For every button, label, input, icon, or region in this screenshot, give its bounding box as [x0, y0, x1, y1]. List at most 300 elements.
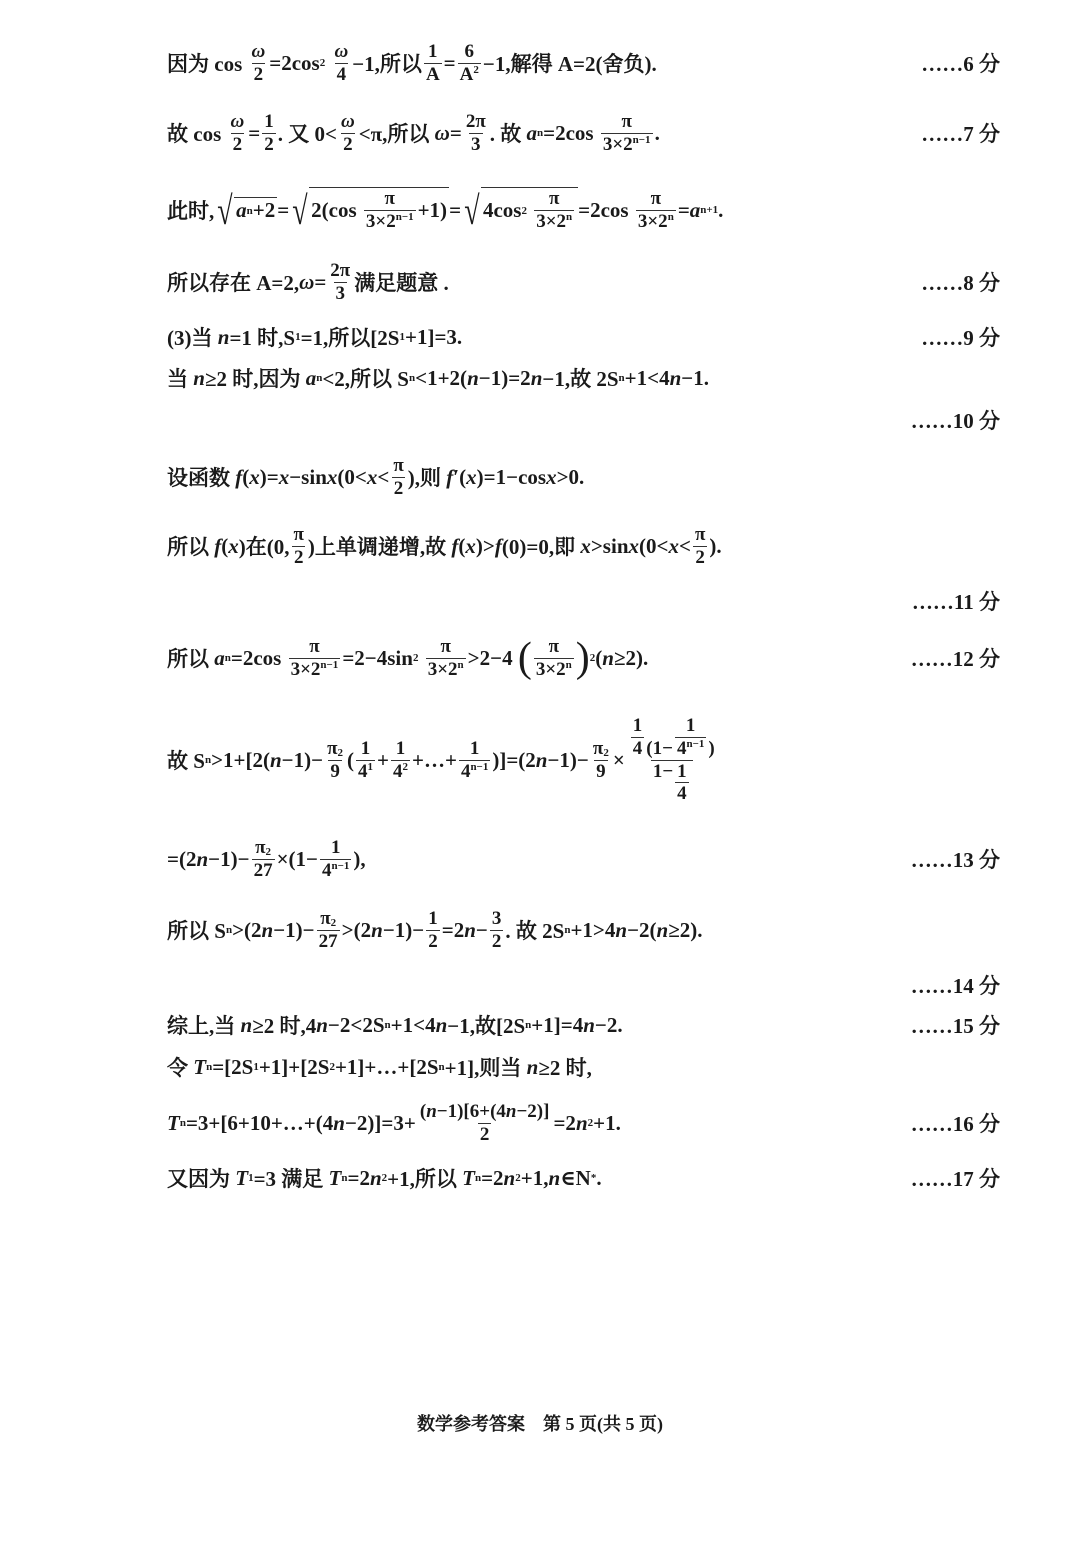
math-text: )在(0, [238, 535, 290, 559]
superscript [458, 659, 464, 672]
denominator [601, 133, 653, 156]
math-text: ( [347, 747, 355, 772]
math-text: (3)当 [167, 326, 218, 350]
math-text: 2 [428, 930, 438, 952]
math-text: 6 [464, 40, 474, 62]
numerator [307, 636, 321, 658]
superscript [396, 211, 414, 224]
fraction [320, 837, 351, 882]
score-mark: ……7 分 [921, 122, 1000, 146]
math-variable: x [580, 533, 591, 558]
math-text: 2 [491, 930, 502, 952]
math-variable: x [546, 464, 557, 489]
math-text: 9 [330, 760, 340, 782]
math-variable: n [217, 324, 230, 349]
denominator [231, 133, 245, 156]
superscript [368, 761, 374, 774]
math-expression [167, 111, 660, 156]
math-text: = [677, 197, 690, 222]
numerator [426, 41, 440, 63]
math-text: × [612, 747, 625, 772]
math-text: A [425, 63, 440, 85]
radicand [481, 187, 578, 233]
math-text: = [449, 197, 462, 222]
math-text: −1,故 2S [542, 367, 619, 391]
denominator [356, 760, 375, 783]
fraction [426, 636, 466, 681]
math-text: 2 [412, 652, 419, 664]
math-text: 2 [293, 546, 304, 568]
math-text: 27 [318, 930, 338, 952]
math-text: (0< [639, 533, 669, 558]
math-variable: n [193, 365, 205, 390]
denominator [651, 760, 693, 806]
fraction [534, 188, 574, 233]
math-text: 2 [695, 546, 705, 568]
math-text: π [592, 737, 604, 759]
math-text: +1. [593, 1110, 621, 1135]
math-text: 1 [428, 907, 438, 929]
numerator [250, 41, 268, 63]
math-variable: n [371, 917, 383, 942]
math-variable: n [602, 645, 614, 670]
denominator [317, 930, 340, 953]
math-variable: T [193, 1054, 207, 1079]
math-text: . [654, 120, 660, 145]
denominator [675, 782, 689, 805]
math-variable: n [615, 917, 628, 942]
math-variable: n [548, 1165, 561, 1190]
math-variable: n [426, 1100, 437, 1122]
math-text: −1)− [281, 747, 324, 772]
math-variable: x [366, 464, 378, 489]
math-text: ∈N [560, 1166, 591, 1190]
math-variable: ω [340, 110, 355, 132]
fraction [332, 41, 350, 86]
math-text: = [248, 120, 261, 145]
numerator [438, 636, 452, 658]
superscript [686, 738, 704, 751]
numerator [426, 908, 440, 930]
fraction [364, 188, 416, 233]
math-text: 4 [677, 783, 687, 805]
math-text: π [293, 523, 304, 545]
numerator [684, 715, 698, 737]
fraction [464, 111, 488, 156]
math-text: 综上,当 [167, 1014, 241, 1038]
math-text: 4 [358, 760, 368, 782]
superscript [266, 846, 272, 859]
denominator [458, 63, 481, 86]
denominator [534, 658, 574, 681]
math-text: 所以存在 A=2, [167, 271, 300, 295]
math-text: 1 [632, 714, 643, 736]
math-text: =2cos [578, 197, 634, 222]
math-text: 1 [330, 836, 341, 858]
fraction [356, 738, 375, 783]
math-text: n [225, 924, 233, 936]
math-variable: f [451, 533, 459, 558]
math-text: . 又 0< [277, 122, 337, 146]
math-variable: ω [434, 120, 450, 145]
math-variable: x [668, 533, 679, 558]
denominator [675, 737, 706, 760]
math-text: <2,所以 S [322, 367, 409, 391]
math-variable: n [526, 1054, 539, 1079]
math-text: =2 [441, 917, 465, 942]
math-text: = [443, 50, 456, 75]
math-text: A [459, 63, 474, 85]
math-text: ( [595, 645, 603, 670]
math-text: 1 [677, 760, 687, 782]
math-text: n [457, 658, 464, 671]
radical-sign-icon: √ [292, 187, 308, 233]
math-text: n [206, 1061, 213, 1073]
denominator [459, 760, 490, 783]
fraction [229, 111, 247, 156]
math-text: =1,所以[2S [300, 326, 400, 350]
math-variable: n [240, 1012, 253, 1037]
math-text: (1− [646, 737, 673, 759]
square-root [289, 187, 449, 234]
math-text: =2−4sin [342, 645, 413, 670]
fraction [631, 715, 645, 760]
math-text: 1 [685, 714, 696, 736]
math-text: n [341, 1172, 348, 1184]
math-text: 3×2 [637, 210, 668, 232]
denominator [424, 63, 442, 86]
page-footer: 数学参考答案 第 5 页(共 5 页) [417, 1414, 663, 1434]
fraction [292, 524, 306, 569]
math-text: 1 [248, 1172, 254, 1184]
math-variable: n [583, 1012, 595, 1037]
math-text: n−1 [686, 737, 705, 750]
math-expression [167, 455, 584, 500]
math-text: ( [458, 533, 466, 558]
math-text: 1 [399, 331, 405, 343]
math-variable: ω [230, 110, 245, 132]
math-text: +1]+[2S [258, 1054, 330, 1079]
math-text: 1 [253, 1061, 259, 1073]
math-text: ( [221, 533, 229, 558]
math-text: )= [259, 464, 279, 489]
score-mark: ……17 分 [910, 1167, 1000, 1191]
math-variable: x [628, 533, 639, 558]
math-text: . [718, 197, 724, 222]
numerator [262, 111, 276, 133]
math-text: −1)=2 [478, 365, 531, 390]
math-text: π [621, 110, 632, 132]
math-text: π [440, 635, 451, 657]
math-variable: f [494, 533, 502, 558]
math-text: 4cos [482, 198, 522, 222]
math-text: =1 时,S [229, 326, 296, 350]
math-text: 所以 S [167, 919, 226, 943]
math-text: = [277, 197, 290, 222]
math-text: =[2S [212, 1054, 254, 1079]
math-text: 2 [253, 63, 264, 85]
math-text: ≥2 时, [538, 1056, 592, 1080]
math-text [325, 51, 330, 76]
math-variable: n [269, 747, 282, 772]
fraction [675, 761, 689, 806]
math-text: =2 [347, 1165, 370, 1190]
math-text: −2)]=3+ [344, 1110, 416, 1135]
math-text: 故 S [167, 749, 205, 773]
fraction [252, 837, 275, 882]
math-text: 4 [336, 63, 347, 85]
solution-line [167, 608, 648, 708]
math-text: =3+[6+10+…+(4 [185, 1110, 334, 1135]
math-text: 9 [596, 760, 606, 782]
numerator [627, 715, 717, 760]
math-text: π [327, 737, 338, 759]
math-text: ), [353, 846, 366, 871]
numerator [328, 260, 352, 282]
math-text: >1+[2( [211, 747, 270, 772]
math-expression [167, 634, 648, 682]
math-text: . 故 [489, 122, 527, 146]
math-text: 4 [676, 737, 687, 759]
math-text [527, 198, 532, 223]
numerator [229, 111, 247, 133]
numerator [332, 41, 350, 63]
fraction [693, 524, 707, 569]
math-text: =3 满足 [253, 1167, 329, 1191]
math-text: n [316, 372, 323, 384]
math-text: 2(cos [311, 198, 362, 222]
denominator [292, 546, 306, 569]
score-mark: ……10 分 [910, 409, 1000, 433]
denominator [426, 930, 440, 953]
numerator [253, 837, 273, 859]
math-text: >(2 [232, 917, 262, 942]
math-text: )> [475, 533, 495, 558]
math-text: π [650, 187, 662, 209]
math-text: 1 [295, 331, 301, 343]
math-variable: n [435, 1012, 448, 1037]
denominator [335, 63, 349, 86]
math-variable: n [261, 917, 274, 942]
math-text: < [678, 533, 691, 558]
math-text: 2 [329, 1061, 335, 1073]
large-parenthesis: ( [517, 635, 532, 681]
math-text: −2( [627, 917, 657, 942]
numerator [292, 524, 306, 546]
math-text: n [438, 1061, 445, 1073]
math-text: −2)] [516, 1100, 550, 1122]
fraction [339, 111, 357, 156]
math-text: 故 cos [167, 122, 227, 146]
math-text: n [566, 211, 573, 223]
math-text: −1)[6+(4 [436, 1100, 506, 1122]
math-text: −2. [594, 1012, 623, 1037]
math-variable: a [689, 197, 701, 222]
math-variable: x [465, 533, 476, 558]
math-text: −1,所以 [352, 52, 422, 76]
math-text: 设函数 [167, 466, 236, 490]
numerator [468, 738, 482, 760]
math-text: ≥2). [668, 917, 703, 942]
numerator [325, 738, 345, 760]
math-text: −sin [289, 464, 327, 489]
score-mark: ……12 分 [910, 647, 1000, 671]
math-text: − [475, 917, 488, 942]
math-text: n [565, 658, 572, 671]
math-text: 所以 [167, 647, 215, 671]
math-variable: ω [251, 40, 266, 62]
math-text: 4 [632, 737, 643, 759]
math-variable: x [326, 464, 338, 489]
math-variable: n [656, 917, 669, 942]
fraction [317, 908, 340, 953]
radicand [234, 197, 277, 223]
math-variable: x [466, 464, 477, 489]
numerator [649, 188, 663, 210]
math-text: (0)=0,即 [501, 535, 581, 559]
math-variable: T [328, 1165, 342, 1190]
math-text: 3×2 [602, 133, 633, 155]
math-expression [167, 363, 709, 393]
math-text: 2 [402, 760, 408, 773]
math-text: 3×2 [290, 658, 321, 680]
superscript [603, 747, 609, 760]
math-text: ×(1− [276, 846, 319, 871]
superscript [338, 747, 344, 760]
math-text: −1)− [273, 917, 315, 942]
math-text: =2 [553, 1110, 576, 1135]
math-text: n [384, 1019, 391, 1031]
math-text: +1]+…+[2S [334, 1054, 439, 1079]
math-text [418, 646, 423, 671]
math-text: 又因为 [167, 1167, 236, 1191]
math-text: 2 [473, 63, 479, 76]
math-text: π [255, 836, 266, 858]
denominator [534, 210, 574, 233]
math-text: 2 [479, 1123, 490, 1145]
square-root [214, 187, 277, 234]
superscript [566, 211, 572, 224]
math-variable: n [316, 1012, 328, 1037]
fraction [391, 738, 410, 783]
math-variable: a [214, 645, 225, 670]
math-text: n−1 [470, 760, 489, 773]
math-text: n [204, 754, 212, 766]
large-parenthesis: ) [575, 635, 590, 681]
math-text: n−1 [320, 658, 339, 671]
numerator [591, 738, 611, 760]
fraction [250, 41, 268, 86]
math-text: <1+2( [415, 365, 468, 390]
math-text: 2 [521, 204, 527, 217]
math-text: +…+ [412, 747, 457, 772]
solution-line [167, 328, 709, 428]
math-text: +1>4 [570, 917, 616, 942]
math-text: 2 [587, 1117, 594, 1129]
fraction [591, 738, 611, 783]
math-variable: ω [334, 40, 349, 62]
math-text: π [694, 523, 706, 545]
math-variable: a [236, 198, 247, 222]
math-variable: n [530, 365, 543, 390]
math-text: =2cos [543, 120, 599, 145]
math-text: n−1 [395, 211, 414, 223]
score-mark: ……16 分 [910, 1112, 1000, 1136]
math-text: 2 [337, 746, 344, 759]
math-variable: n [503, 1165, 516, 1190]
math-text: π [548, 188, 560, 210]
math-text: n+1 [700, 204, 719, 216]
math-variable: n [505, 1100, 517, 1122]
math-variable: n [369, 1165, 382, 1190]
math-variable: n [535, 747, 548, 772]
fraction [458, 41, 481, 86]
superscript [320, 659, 338, 672]
math-text: 3 [491, 907, 502, 929]
denominator [328, 760, 342, 783]
square-root [461, 187, 578, 234]
fraction [262, 111, 276, 156]
superscript [332, 860, 350, 873]
math-text: −1,解得 A=2(舍负). [482, 52, 657, 76]
math-text: 2 [515, 1172, 521, 1184]
math-variable: x [228, 533, 239, 558]
math-text: 2 [381, 1172, 388, 1184]
math-variable: n [464, 917, 476, 942]
numerator [675, 761, 689, 783]
math-variable: f [446, 464, 454, 489]
math-text: 2 [603, 746, 609, 759]
numerator [383, 188, 397, 210]
math-text: +1]=4 [531, 1012, 584, 1037]
math-text: ≥2 时,因为 [204, 367, 306, 391]
math-text: 3×2 [427, 658, 458, 680]
math-text: −1,故[2S [447, 1014, 526, 1038]
math-text: 27 [253, 859, 273, 881]
math-text: −1)− [382, 917, 425, 942]
math-text: =2cos [230, 645, 287, 670]
denominator [252, 859, 275, 882]
math-text: −1)− [547, 747, 589, 772]
math-text: = [449, 120, 462, 145]
math-text: ′( [453, 464, 467, 489]
subscript [700, 204, 718, 216]
math-text: 1− [652, 760, 674, 782]
denominator [631, 737, 645, 760]
score-mark: ……9 分 [921, 326, 1000, 350]
math-text: (0< [337, 464, 367, 489]
fraction [627, 715, 717, 805]
math-text: 1 [367, 760, 374, 773]
numerator [394, 738, 408, 760]
math-text: ( [419, 1100, 427, 1122]
math-text: n−1 [632, 133, 651, 146]
math-text: >(2 [341, 917, 372, 942]
solution-line [167, 496, 722, 596]
math-text: >sin [590, 533, 629, 558]
math-text: n−1 [331, 859, 350, 872]
math-variable: x [249, 464, 260, 489]
math-text: 3×2 [535, 658, 566, 680]
math-text: 所以 [167, 535, 215, 559]
math-variable: T [462, 1165, 475, 1190]
fraction [675, 715, 706, 760]
math-text: n [474, 1172, 482, 1184]
math-variable: n [669, 365, 682, 390]
math-text: 满足题意 . [354, 271, 449, 295]
solution-line [167, 1128, 602, 1228]
fraction [459, 738, 490, 783]
